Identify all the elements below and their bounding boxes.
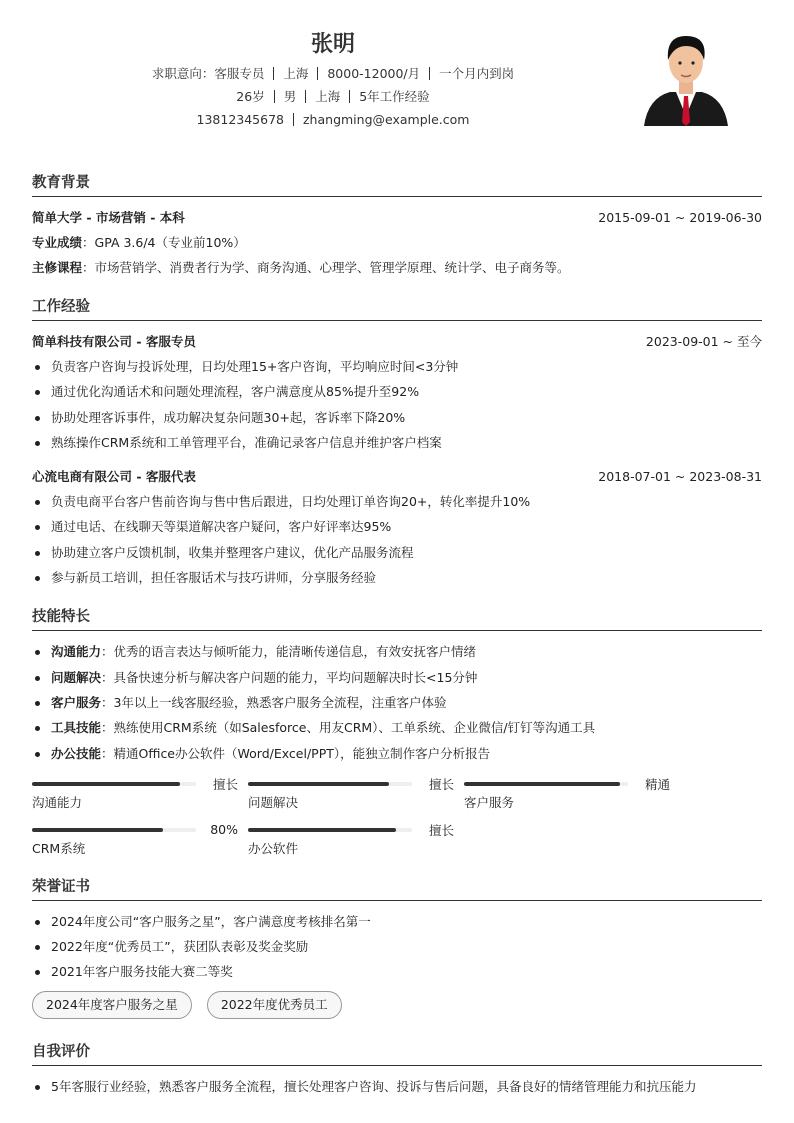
list-item: 参与新员工培训，担任客服话术与技巧讲师，分享服务经验 <box>32 565 762 590</box>
skill-text: ：熟练使用CRM系统（如Salesforce、用友CRM）、工单系统、企业微信/钉钉等沟通工具 <box>101 720 596 736</box>
skill-name: CRM系统 <box>32 840 86 856</box>
list-item: 熟练操作CRM系统和工单管理平台，准确记录客户信息并维护客户档案 <box>32 430 762 455</box>
list-item: 2021年客户服务技能大赛二等奖 <box>32 959 762 984</box>
skill-label: 客户服务 <box>51 694 102 710</box>
avatar-photo <box>640 26 732 126</box>
bar-track <box>464 782 628 786</box>
grade-label: 专业成绩 <box>32 235 83 250</box>
skill-name: 沟通能力 <box>32 794 83 810</box>
section-title: 技能特长 <box>32 604 762 631</box>
skill-level: 擅长 <box>428 776 454 792</box>
contact-line <box>32 108 634 131</box>
section-title: 教育背景 <box>32 170 762 197</box>
bar-fill <box>248 782 389 786</box>
intent: 求职意向：客服专员 <box>151 66 265 81</box>
skill-label: 工具技能 <box>51 720 102 736</box>
skill-name: 客户服务 <box>464 794 515 810</box>
list-item: 负责电商平台客户售前咨询与售中售后跟进，日均处理订单咨询20+，转化率提升10% <box>32 489 762 514</box>
date: 2018-07-01 ~ 2023-08-31 <box>598 469 762 485</box>
bar-fill <box>32 782 180 786</box>
list-item: 协助建立客户反馈机制，收集并整理客户建议，优化产品服务流程 <box>32 540 762 565</box>
list-item <box>32 665 762 690</box>
education-section <box>32 170 762 280</box>
job <box>32 329 762 455</box>
bar-track <box>32 828 196 832</box>
list-item: 通过优化沟通话术和问题处理流程，客户满意度从85%提升至92% <box>32 379 762 404</box>
skill-level: 擅长 <box>212 776 238 792</box>
age: 26岁 <box>236 89 265 104</box>
skill-text: ：3年以上一线客服经验，熟悉客户服务全流程，注重客户体验 <box>101 694 447 710</box>
section-title: 自我评价 <box>32 1039 762 1066</box>
list-item: 2022年度“优秀员工”，获团队表彰及奖金奖励 <box>32 934 762 959</box>
intent-city: 上海 <box>283 66 309 81</box>
skill-name: 办公软件 <box>248 840 299 856</box>
list-item: 协助处理客诉事件，成功解决复杂问题30+起，客诉率下降20% <box>32 405 762 430</box>
skill-text: ：精通Office办公软件（Word/Excel/PPT），能独立制作客户分析报告 <box>101 745 491 761</box>
skill-label: 沟通能力 <box>51 644 102 660</box>
list-item <box>32 690 762 715</box>
list-item <box>32 715 762 740</box>
skill-bar <box>248 776 464 814</box>
skill-bar <box>248 822 464 860</box>
list-item: 负责客户咨询与投诉处理，日均处理15+客户咨询，平均响应时间<3分钟 <box>32 354 762 379</box>
honors-section <box>32 874 762 1019</box>
bar-track <box>32 782 196 786</box>
skill-level: 擅长 <box>428 822 454 838</box>
company: 心流电商有限公司 - 客服代表 <box>32 469 196 485</box>
bar-track <box>248 782 412 786</box>
bar-fill <box>464 782 620 786</box>
skill-name: 问题解决 <box>248 794 299 810</box>
personal-info-line <box>32 85 634 108</box>
bar-track <box>248 828 412 832</box>
school: 简单大学 - 市场营销 - 本科 <box>32 210 185 225</box>
list-item <box>32 639 762 664</box>
section-title: 荣誉证书 <box>32 874 762 901</box>
skill-label: 办公技能 <box>51 745 102 761</box>
company: 简单科技有限公司 - 客服专员 <box>32 334 196 349</box>
section-title: 工作经验 <box>32 294 762 321</box>
email: zhangming@example.com <box>303 112 470 127</box>
availability: 一个月内到岗 <box>439 66 515 81</box>
experience: 5年工作经验 <box>359 89 430 104</box>
salary: 8000-12000/月 <box>327 66 421 81</box>
city: 上海 <box>315 89 341 104</box>
skill-bar <box>32 822 248 860</box>
skill-level: 精通 <box>644 776 670 792</box>
list-item: 5年客服行业经验，熟悉客户服务全流程，擅长处理客户咨询、投诉与售后问题，具备良好的情绪管理能力和抗压能力 <box>32 1074 762 1099</box>
honor-tag: 2022年度优秀员工 <box>207 991 342 1019</box>
resume-header <box>32 28 634 131</box>
list-item <box>32 741 762 766</box>
course-label: 主修课程 <box>32 260 83 275</box>
job <box>32 464 762 590</box>
name: 张明 <box>310 32 355 57</box>
courses: ：市场营销学、消费者行为学、商务沟通、心理学、管理学原理、统计学、电子商务等。 <box>82 260 570 275</box>
job-intent-line <box>32 62 634 85</box>
skill-bar <box>32 776 248 814</box>
bar-fill <box>32 828 163 832</box>
work-section <box>32 294 762 590</box>
skill-label: 问题解决 <box>51 669 102 685</box>
date: 2023-09-01 ~ 至今 <box>645 334 762 349</box>
skill-level: 80% <box>210 822 238 838</box>
list-item: 2024年度公司“客户服务之星”，客户满意度考核排名第一 <box>32 909 762 934</box>
phone: 13812345678 <box>196 112 284 127</box>
list-item: 通过电话、在线聊天等渠道解决客户疑问，客户好评率达95% <box>32 514 762 539</box>
skill-bars <box>32 776 762 860</box>
self-evaluation-section <box>32 1039 762 1099</box>
gender: 男 <box>283 89 297 104</box>
skill-text: ：具备快速分析与解决客户问题的能力，平均问题解决时长<15分钟 <box>101 669 478 685</box>
skill-text: ：优秀的语言表达与倾听能力，能清晰传递信息，有效安抚客户情绪 <box>101 644 477 660</box>
skills-section <box>32 604 762 859</box>
grade: ：GPA 3.6/4（专业前10%） <box>82 235 246 250</box>
date: 2015-09-01 ~ 2019-06-30 <box>598 210 762 225</box>
honor-tag: 2024年度客户服务之星 <box>32 991 192 1019</box>
skill-bar <box>464 776 680 814</box>
bar-fill <box>248 828 396 832</box>
